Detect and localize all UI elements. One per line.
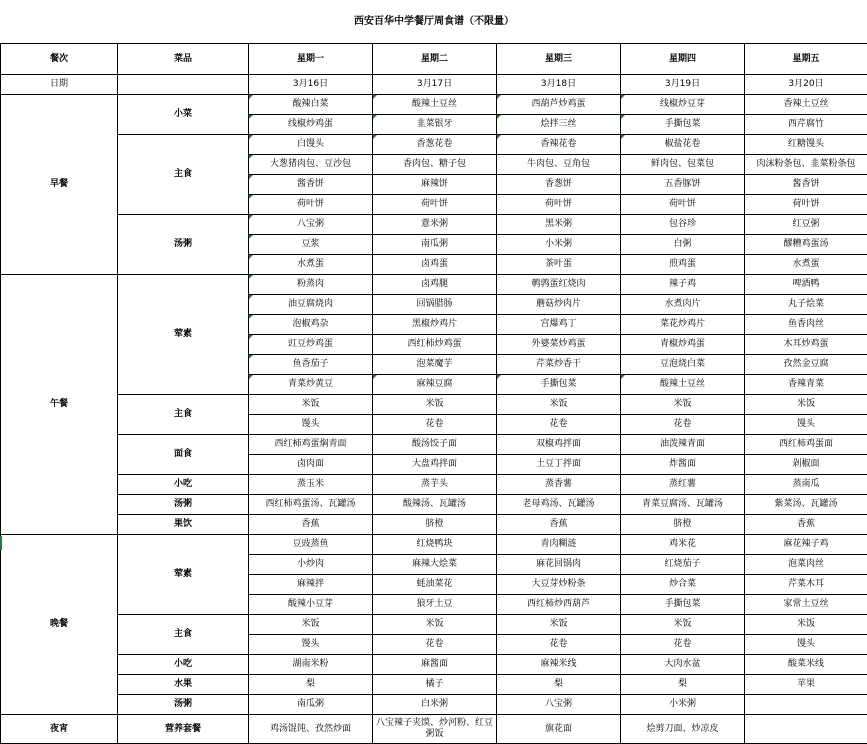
menu-item-cell[interactable]: 香蕉 <box>497 515 621 535</box>
menu-item-cell[interactable]: 米饭 <box>373 395 497 415</box>
menu-item-cell[interactable]: 荷叶饼 <box>497 195 621 215</box>
menu-item-cell[interactable]: 红糖馒头 <box>745 135 867 155</box>
menu-item-cell[interactable]: 花卷 <box>497 635 621 655</box>
menu-item-cell[interactable]: 青肉糊涟 <box>497 535 621 555</box>
menu-item-cell[interactable]: 鸡汤馄饨、孜然炒面 <box>249 715 373 744</box>
menu-item-cell[interactable]: 豆浆 <box>249 235 373 255</box>
meal-header[interactable]: 餐次 <box>1 44 118 75</box>
menu-item-cell[interactable]: 苹果 <box>745 675 867 695</box>
menu-item-cell[interactable]: 手撕包菜 <box>621 115 745 135</box>
menu-item-cell[interactable]: 白馒头 <box>249 135 373 155</box>
date-cell[interactable]: 3月19日 <box>621 75 745 95</box>
dinner-meal-label[interactable]: 晚餐 <box>1 535 118 715</box>
menu-item-cell[interactable]: 鸡米花 <box>621 535 745 555</box>
menu-item-cell[interactable]: 酱香饼 <box>249 175 373 195</box>
menu-item-cell[interactable]: 卤肉面 <box>249 455 373 475</box>
menu-item-cell[interactable]: 家常土豆丝 <box>745 595 867 615</box>
menu-item-cell[interactable]: 西红柿炒西葫芦 <box>497 595 621 615</box>
menu-item-cell[interactable]: 外婆菜炒鸡蛋 <box>497 335 621 355</box>
menu-item-cell[interactable]: 馒头 <box>745 635 867 655</box>
menu-item-cell[interactable]: 麻花辣子鸡 <box>745 535 867 555</box>
menu-item-cell[interactable]: 包谷珍 <box>621 215 745 235</box>
menu-item-cell[interactable]: 烩剪刀面、炒凉皮 <box>621 715 745 744</box>
menu-item-cell[interactable]: 茶叶蛋 <box>497 255 621 275</box>
menu-item-cell[interactable]: 回锅腊肠 <box>373 295 497 315</box>
menu-item-cell[interactable]: 米饭 <box>621 395 745 415</box>
menu-item-cell[interactable]: 白米粥 <box>373 695 497 715</box>
menu-item-cell[interactable]: 酸辣汤、瓦罐汤 <box>373 495 497 515</box>
menu-item-cell[interactable]: 青菜炒黄豆 <box>249 375 373 395</box>
menu-item-cell[interactable]: 米饭 <box>249 395 373 415</box>
date-cell[interactable]: 3月18日 <box>497 75 621 95</box>
menu-item-cell[interactable]: 馒头 <box>249 635 373 655</box>
menu-item-cell[interactable]: 八宝辣子夹馍、炒河粉、红豆粥饭 <box>373 715 497 744</box>
menu-item-cell[interactable]: 蚝油菜花 <box>373 575 497 595</box>
menu-item-cell[interactable]: 花卷 <box>373 635 497 655</box>
menu-item-cell[interactable]: 麻辣饼 <box>373 175 497 195</box>
menu-item-cell[interactable]: 西红柿鸡蛋面 <box>745 435 867 455</box>
dinner-zhushi-category[interactable]: 主食 <box>118 615 249 655</box>
date-empty-cell[interactable] <box>118 75 249 95</box>
menu-item-cell[interactable]: 米饭 <box>373 615 497 635</box>
lunch-tangzhou-category[interactable]: 汤粥 <box>118 495 249 515</box>
menu-item-cell[interactable]: 酸汤饺子面 <box>373 435 497 455</box>
menu-item-cell[interactable]: 泡椒鸡杂 <box>249 315 373 335</box>
menu-item-cell[interactable]: 黑椒炒鸡片 <box>373 315 497 335</box>
menu-item-cell[interactable]: 米饭 <box>621 615 745 635</box>
menu-item-cell[interactable]: 醪糟鸡蛋汤 <box>745 235 867 255</box>
menu-item-cell[interactable]: 麻辣大烩菜 <box>373 555 497 575</box>
date-cell[interactable]: 3月20日 <box>745 75 867 95</box>
date-cell[interactable]: 3月17日 <box>373 75 497 95</box>
menu-item-cell[interactable]: 蘑菇炒肉片 <box>497 295 621 315</box>
menu-item-cell[interactable]: 青椒炒鸡蛋 <box>621 335 745 355</box>
lunch-xiaochi-category[interactable]: 小吃 <box>118 475 249 495</box>
menu-item-cell[interactable]: 大葱猪肉包、豆沙包 <box>249 155 373 175</box>
menu-item-cell[interactable]: 南瓜粥 <box>373 235 497 255</box>
menu-item-cell[interactable]: 湖南米粉 <box>249 655 373 675</box>
menu-item-cell[interactable]: 豇豆炒鸡蛋 <box>249 335 373 355</box>
lunch-zhushi-category[interactable]: 主食 <box>118 395 249 435</box>
menu-item-cell[interactable]: 红烧茄子 <box>621 555 745 575</box>
menu-item-cell[interactable]: 蒸红薯 <box>621 475 745 495</box>
menu-item-cell[interactable]: 狼牙土豆 <box>373 595 497 615</box>
menu-item-cell[interactable]: 酸辣土豆丝 <box>621 375 745 395</box>
menu-item-cell[interactable]: 紫菜汤、瓦罐汤 <box>745 495 867 515</box>
menu-item-cell[interactable]: 麻辣米线 <box>497 655 621 675</box>
menu-item-cell[interactable]: 花卷 <box>497 415 621 435</box>
menu-item-cell[interactable]: 蒸玉米 <box>249 475 373 495</box>
menu-item-cell[interactable]: 米饭 <box>497 395 621 415</box>
date-label[interactable]: 日期 <box>1 75 118 95</box>
menu-item-cell[interactable]: 旗花面 <box>497 715 621 744</box>
menu-item-cell[interactable]: 西红柿炒鸡蛋 <box>373 335 497 355</box>
menu-item-cell[interactable]: 肉沫粉条包、韭菜粉条包 <box>745 155 867 175</box>
menu-item-cell[interactable]: 烩拌三丝 <box>497 115 621 135</box>
menu-item-cell[interactable] <box>745 715 867 744</box>
menu-item-cell[interactable]: 红豆粥 <box>745 215 867 235</box>
menu-item-cell[interactable]: 粉蒸肉 <box>249 275 373 295</box>
menu-item-cell[interactable]: 酸辣土豆丝 <box>373 95 497 115</box>
dinner-shuiguo-category[interactable]: 水果 <box>118 675 249 695</box>
lunch-hunsu-category[interactable]: 荤素 <box>118 275 249 395</box>
menu-item-cell[interactable]: 香蕉 <box>249 515 373 535</box>
dish-header[interactable]: 菜品 <box>118 44 249 75</box>
menu-item-cell[interactable]: 鱼香肉丝 <box>745 315 867 335</box>
menu-item-cell[interactable]: 辣子鸡 <box>621 275 745 295</box>
menu-item-cell[interactable]: 丸子烩菜 <box>745 295 867 315</box>
menu-item-cell[interactable] <box>745 695 867 715</box>
menu-item-cell[interactable]: 土豆丁拌面 <box>497 455 621 475</box>
menu-item-cell[interactable]: 香辣花卷 <box>497 135 621 155</box>
menu-item-cell[interactable]: 西红柿鸡蛋焖青面 <box>249 435 373 455</box>
menu-item-cell[interactable]: 八宝粥 <box>497 695 621 715</box>
menu-item-cell[interactable]: 香辣青菜 <box>745 375 867 395</box>
menu-item-cell[interactable]: 双椒鸡拌面 <box>497 435 621 455</box>
menu-item-cell[interactable]: 剁椒面 <box>745 455 867 475</box>
menu-item-cell[interactable]: 芹菜木耳 <box>745 575 867 595</box>
menu-item-cell[interactable]: 五香豚饼 <box>621 175 745 195</box>
menu-item-cell[interactable]: 薏米粥 <box>373 215 497 235</box>
breakfast-tangzhou-category[interactable]: 汤粥 <box>118 215 249 275</box>
menu-item-cell[interactable]: 水煮肉片 <box>621 295 745 315</box>
sheet-title: 西安百华中学餐厅周食谱（不限量） <box>1 0 867 44</box>
menu-item-cell[interactable]: 荷叶饼 <box>249 195 373 215</box>
menu-item-cell[interactable]: 米饭 <box>249 615 373 635</box>
menu-item-cell[interactable]: 米饭 <box>497 615 621 635</box>
menu-item-cell[interactable]: 花卷 <box>621 635 745 655</box>
lunch-guoyin-category[interactable]: 果饮 <box>118 515 249 535</box>
menu-item-cell[interactable]: 青菜豆腐汤、瓦罐汤 <box>621 495 745 515</box>
menu-item-cell[interactable]: 豆豉蒸鱼 <box>249 535 373 555</box>
menu-item-cell[interactable]: 椒盐花卷 <box>621 135 745 155</box>
menu-item-cell[interactable]: 大肉水盆 <box>621 655 745 675</box>
menu-item-cell[interactable]: 梨 <box>621 675 745 695</box>
menu-item-cell[interactable]: 香肉包、糖子包 <box>373 155 497 175</box>
menu-item-cell[interactable]: 蒸南瓜 <box>745 475 867 495</box>
day-header-fri[interactable]: 星期五 <box>745 44 867 75</box>
breakfast-zhushi-category[interactable]: 主食 <box>118 135 249 215</box>
menu-item-cell[interactable]: 鱼香茄子 <box>249 355 373 375</box>
menu-item-cell[interactable]: 酸菜米线 <box>745 655 867 675</box>
day-header-thu[interactable]: 星期四 <box>621 44 745 75</box>
menu-item-cell[interactable]: 小米粥 <box>497 235 621 255</box>
menu-item-cell[interactable]: 酸辣小豆芽 <box>249 595 373 615</box>
lunch-meal-label[interactable]: 午餐 <box>1 275 118 535</box>
menu-item-cell[interactable]: 花卷 <box>621 415 745 435</box>
breakfast-xiaocai-category[interactable]: 小菜 <box>118 95 249 135</box>
day-header-wed[interactable]: 星期三 <box>497 44 621 75</box>
dinner-xiaochi-category[interactable]: 小吃 <box>118 655 249 675</box>
menu-item-cell[interactable]: 梨 <box>249 675 373 695</box>
menu-item-cell[interactable]: 脐橙 <box>621 515 745 535</box>
menu-item-cell[interactable]: 泡菜魔芋 <box>373 355 497 375</box>
supper-category[interactable]: 营养套餐 <box>118 715 249 744</box>
menu-item-cell[interactable]: 孜然金豆腐 <box>745 355 867 375</box>
menu-item-cell[interactable]: 香辣土豆丝 <box>745 95 867 115</box>
menu-item-cell[interactable]: 荷叶饼 <box>621 195 745 215</box>
menu-item-cell[interactable]: 米饭 <box>745 615 867 635</box>
menu-item-cell[interactable]: 大豆芽炒粉条 <box>497 575 621 595</box>
menu-item-cell[interactable]: 酸辣白菜 <box>249 95 373 115</box>
menu-item-cell[interactable]: 馒头 <box>745 415 867 435</box>
menu-item-cell[interactable]: 水煮蛋 <box>745 255 867 275</box>
menu-item-cell[interactable]: 南瓜粥 <box>249 695 373 715</box>
menu-item-cell[interactable]: 炒合菜 <box>621 575 745 595</box>
menu-item-cell[interactable]: 麻花回锅肉 <box>497 555 621 575</box>
menu-item-cell[interactable]: 香葱花卷 <box>373 135 497 155</box>
menu-item-cell[interactable]: 麻辣拌 <box>249 575 373 595</box>
menu-item-cell[interactable]: 卤鸡蛋 <box>373 255 497 275</box>
menu-item-cell[interactable]: 炸酱面 <box>621 455 745 475</box>
menu-item-cell[interactable]: 白粥 <box>621 235 745 255</box>
menu-item-cell[interactable]: 八宝粥 <box>249 215 373 235</box>
menu-item-cell[interactable]: 西葫芦炒鸡蛋 <box>497 95 621 115</box>
day-header-tue[interactable]: 星期二 <box>373 44 497 75</box>
menu-item-cell[interactable]: 小米粥 <box>621 695 745 715</box>
menu-item-cell[interactable]: 酱香饼 <box>745 175 867 195</box>
menu-item-cell[interactable]: 橘子 <box>373 675 497 695</box>
menu-item-cell[interactable]: 韭菜银牙 <box>373 115 497 135</box>
menu-item-cell[interactable]: 宫爆鸡丁 <box>497 315 621 335</box>
menu-item-cell[interactable]: 大盘鸡拌面 <box>373 455 497 475</box>
menu-item-cell[interactable]: 西芹腐竹 <box>745 115 867 135</box>
day-header-mon[interactable]: 星期一 <box>249 44 373 75</box>
menu-item-cell[interactable]: 花卷 <box>373 415 497 435</box>
menu-item-cell[interactable]: 米饭 <box>745 395 867 415</box>
menu-item-cell[interactable]: 牛肉包、豆角包 <box>497 155 621 175</box>
dinner-tangzhou-category[interactable]: 汤粥 <box>118 695 249 715</box>
menu-item-cell[interactable]: 脐橙 <box>373 515 497 535</box>
menu-item-cell[interactable]: 红烧鸭块 <box>373 535 497 555</box>
menu-item-cell[interactable]: 鲜肉包、包菜包 <box>621 155 745 175</box>
menu-item-cell[interactable]: 啤酒鸭 <box>745 275 867 295</box>
breakfast-meal-label[interactable]: 早餐 <box>1 95 118 275</box>
menu-item-cell[interactable]: 鹌鹑蛋红烧肉 <box>497 275 621 295</box>
menu-item-cell[interactable]: 手撕包菜 <box>497 375 621 395</box>
menu-item-cell[interactable]: 菜花炒鸡片 <box>621 315 745 335</box>
date-cell[interactable]: 3月16日 <box>249 75 373 95</box>
menu-item-cell[interactable]: 荷叶饼 <box>373 195 497 215</box>
menu-item-cell[interactable]: 芹菜炒香干 <box>497 355 621 375</box>
menu-item-cell[interactable]: 蒸芋头 <box>373 475 497 495</box>
menu-item-cell[interactable]: 泡菜肉丝 <box>745 555 867 575</box>
lunch-mianshi-category[interactable]: 面食 <box>118 435 249 475</box>
menu-item-cell[interactable]: 煎鸡蛋 <box>621 255 745 275</box>
menu-item-cell[interactable]: 豆泡烧白菜 <box>621 355 745 375</box>
menu-item-cell[interactable]: 线椒炒鸡蛋 <box>249 115 373 135</box>
menu-item-cell[interactable]: 黑米粥 <box>497 215 621 235</box>
menu-item-cell[interactable]: 卤鸡腿 <box>373 275 497 295</box>
menu-item-cell[interactable]: 梨 <box>497 675 621 695</box>
menu-item-cell[interactable]: 手撕包菜 <box>621 595 745 615</box>
menu-item-cell[interactable]: 老母鸡汤、瓦罐汤 <box>497 495 621 515</box>
menu-item-cell[interactable]: 线椒炒豆芽 <box>621 95 745 115</box>
supper-meal-label[interactable]: 夜宵 <box>1 715 118 744</box>
menu-item-cell[interactable]: 西红柿鸡蛋汤、瓦罐汤 <box>249 495 373 515</box>
menu-item-cell[interactable]: 馒头 <box>249 415 373 435</box>
menu-item-cell[interactable]: 麻辣豆腐 <box>373 375 497 395</box>
menu-item-cell[interactable]: 麻酱面 <box>373 655 497 675</box>
dinner-hunsu-category[interactable]: 荤素 <box>118 535 249 615</box>
menu-item-cell[interactable]: 蒸香薯 <box>497 475 621 495</box>
menu-item-cell[interactable]: 水煮蛋 <box>249 255 373 275</box>
menu-item-cell[interactable]: 小炒肉 <box>249 555 373 575</box>
menu-item-cell[interactable]: 香葱饼 <box>497 175 621 195</box>
menu-item-cell[interactable]: 荷叶饼 <box>745 195 867 215</box>
menu-item-cell[interactable]: 油豆腐烧肉 <box>249 295 373 315</box>
menu-item-cell[interactable]: 油泼辣青面 <box>621 435 745 455</box>
menu-item-cell[interactable]: 木耳炒鸡蛋 <box>745 335 867 355</box>
menu-item-cell[interactable]: 香蕉 <box>745 515 867 535</box>
